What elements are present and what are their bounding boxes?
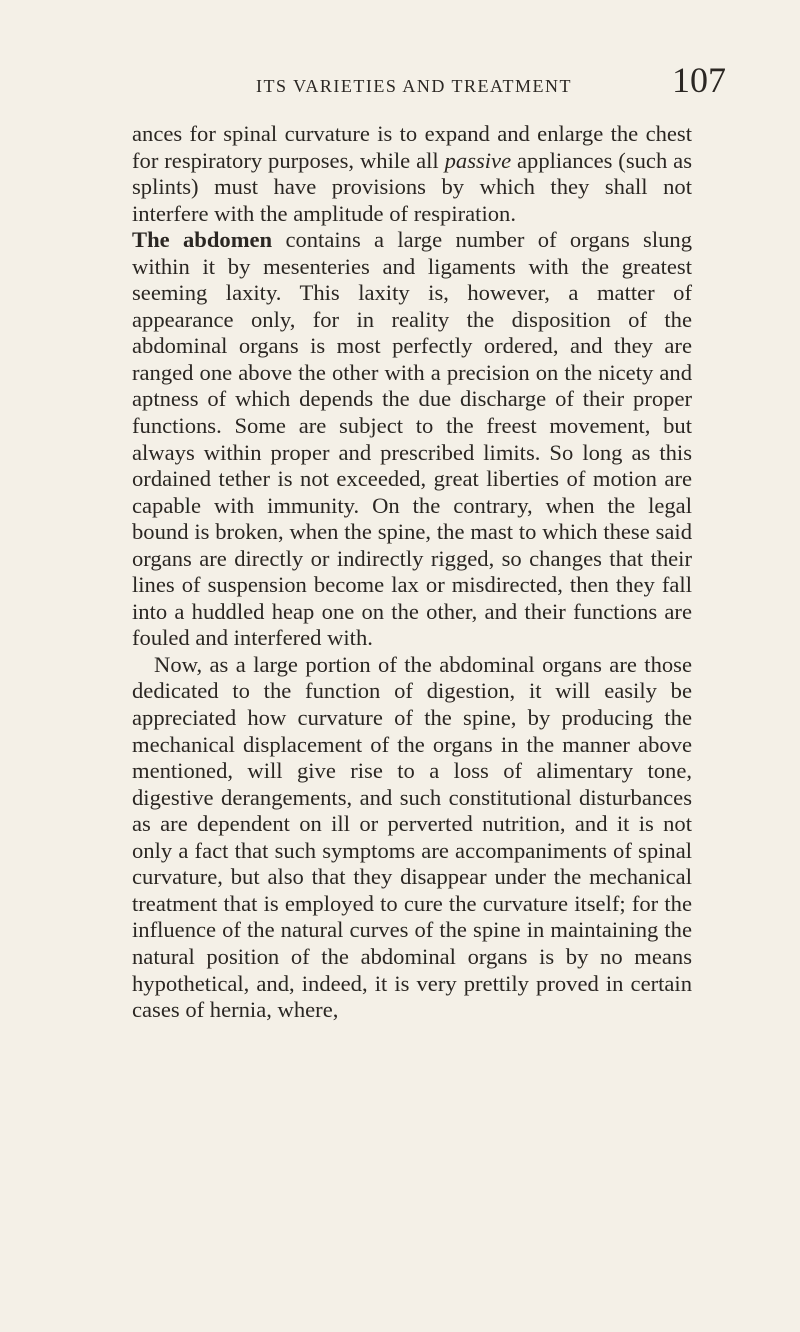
paragraph-2-lead: The abdomen — [132, 227, 273, 253]
paragraph-1-text-start: ances for spinal curvature is to expand and enlarge the chest for respiratory purposes, while all — [132, 121, 692, 173]
paragraph-3-text: Now, as a large portion of the abdominal organs are those dedicated to the function of digestion, it will easily be appreciated how curvature of the spine, by producing the mechanical displacement of the organs in the manner above mentioned, will give rise to a loss of alimentary tone, digestive derangements, and such constitutional disturbances as are dependent on ill or perverted nutrition, and it is not only a fact that such symptoms are accompaniments of spinal curvature, but also that they disappear under the mechanical treatment that is employed to cure the curvature itself; for the influence of the natural curves of the spine in maintaining the natural position of the abdominal organs is by no means hypothetical, and, indeed, it is very prettily proved in certain cases of hernia, where, — [132, 651, 692, 1023]
paragraph-1-text-end: appliances (such as splints) must have provisions by which they shall not interfere with the amplitude of respiration. — [132, 147, 692, 226]
running-head: ITS VARIETIES AND TREATMENT — [256, 76, 573, 96]
paragraph-1 — [132, 121, 692, 227]
body-text — [132, 121, 692, 1024]
paragraph-2 — [132, 227, 692, 652]
page-number: 107 — [672, 60, 726, 100]
emphasis-passive: passive — [444, 147, 512, 173]
paragraph-2-text: contains a large number of organs slung within it by mesenteries and ligaments with the greatest seeming laxity. This laxity is, however, a matter of appearance only, for in reality the disposition of the abdominal organs is most perfectly ordered, and they are ranged one above the other with a precision on the nicety and aptness of which depends the due discharge of their proper functions. Some are subject to the freest movement, but always within proper and prescribed limits. So long as this ordained tether is not exceeded, great liberties of motion are capable with immunity. On the contrary, when the legal bound is broken, when the spine, the mast to which these said organs are directly or indirectly rigged, so changes that their lines of suspension become lax or misdirected, then they fall into a huddled heap one on the other, and their functions are fouled and interfered with. — [132, 227, 693, 651]
paragraph-3 — [132, 652, 692, 1024]
